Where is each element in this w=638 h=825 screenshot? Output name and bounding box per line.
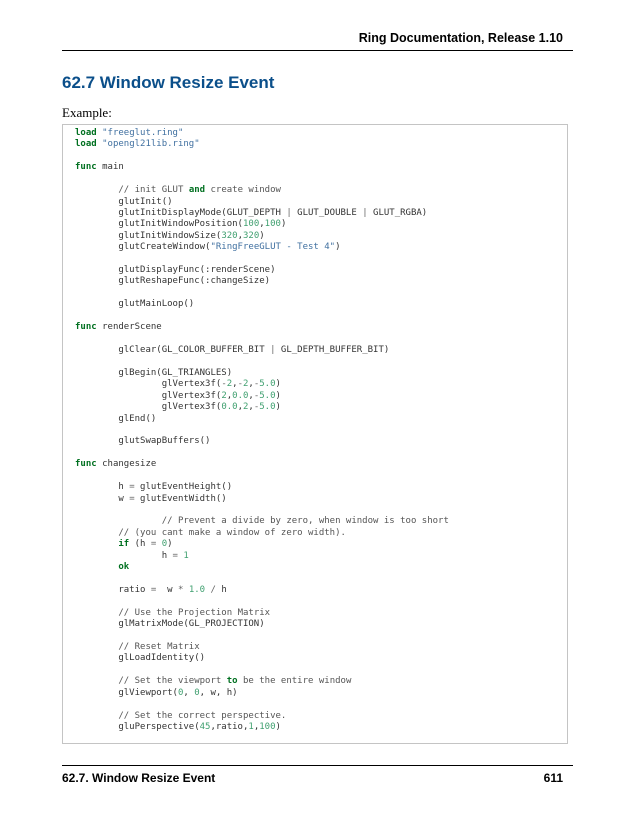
- page-number: 611: [543, 771, 563, 785]
- code-line: [75, 562, 559, 573]
- code-token: -: [221, 379, 227, 390]
- code-line: [75, 288, 559, 299]
- code-token: 0: [161, 539, 168, 550]
- code-token: ,: [183, 687, 195, 698]
- code-token: main: [96, 162, 124, 173]
- code-token: w: [156, 584, 178, 595]
- code-token: 5.0: [259, 379, 276, 390]
- code-token: "RingFreeGLUT - Test 4": [210, 242, 336, 253]
- code-token: [75, 642, 118, 652]
- code-line: [75, 528, 559, 539]
- code-token: =: [172, 550, 178, 561]
- code-token: 0.0: [232, 390, 249, 401]
- code-token: ,: [248, 390, 254, 401]
- code-token: ,: [232, 379, 238, 390]
- code-line: [75, 299, 559, 310]
- code-token: |: [270, 345, 276, 356]
- code-token: =: [129, 482, 135, 493]
- code-line: [75, 505, 559, 516]
- code-token: ,: [237, 402, 243, 413]
- code-token: glutDisplayFunc(:renderScene): [75, 265, 276, 276]
- code-token: ): [335, 242, 341, 253]
- code-line: [75, 391, 559, 402]
- code-token: 2: [243, 379, 249, 390]
- code-line: [75, 174, 559, 185]
- code-line: [75, 197, 559, 208]
- footer-section-title: 62.7. Window Resize Event: [62, 771, 216, 785]
- code-token: glutInit(): [75, 196, 173, 207]
- code-line: [75, 322, 559, 333]
- code-token: 2: [243, 402, 249, 413]
- footer-divider: [62, 765, 573, 766]
- code-token: ,: [226, 390, 233, 401]
- code-token: [75, 539, 118, 549]
- code-token: -: [253, 402, 260, 413]
- code-token: h: [75, 482, 130, 493]
- code-token: 5.0: [259, 390, 276, 401]
- code-token: // Use the Projection Matrix: [118, 607, 271, 618]
- code-token: // init GLUT: [118, 185, 189, 196]
- header-divider: [62, 50, 573, 51]
- code-token: // Set the correct perspective.: [118, 710, 287, 721]
- code-line: [75, 665, 559, 676]
- code-token: glVertex3f(: [75, 379, 222, 390]
- code-token: =: [150, 584, 157, 595]
- code-token: gluPerspective(: [75, 721, 200, 732]
- code-line: [75, 311, 559, 322]
- code-token: ): [280, 219, 287, 230]
- code-token: w: [75, 493, 130, 504]
- code-token: glMatrixMode(GL_PROJECTION): [75, 619, 265, 630]
- code-token: glClear(GL_COLOR_BUFFER_BIT: [75, 345, 271, 356]
- code-token: glVertex3f(: [75, 402, 222, 413]
- code-token: |: [286, 207, 292, 218]
- code-line: [75, 711, 559, 722]
- code-token: // Set the viewport: [118, 676, 227, 687]
- code-line: [75, 345, 559, 356]
- code-lines: [75, 128, 559, 733]
- code-token: "freeglut.ring": [102, 128, 184, 138]
- code-line: [75, 471, 559, 482]
- code-token: (h: [129, 539, 151, 550]
- code-token: -: [253, 379, 260, 390]
- code-line: [75, 254, 559, 265]
- code-token: 100: [259, 721, 276, 732]
- code-token: 5.0: [259, 402, 276, 413]
- code-line: [75, 494, 559, 505]
- code-token: load: [75, 128, 97, 138]
- code-line: [75, 219, 559, 230]
- code-line: [75, 653, 559, 664]
- code-token: glutInitWindowSize(: [75, 230, 222, 241]
- code-token: create window: [205, 185, 281, 196]
- code-token: 45: [199, 721, 211, 732]
- code-token: glutInitWindowPosition(: [75, 219, 243, 230]
- code-token: 100: [264, 219, 281, 230]
- code-line: [75, 699, 559, 710]
- code-token: ,: [237, 230, 243, 241]
- code-token: ): [275, 402, 281, 413]
- code-line: [75, 334, 559, 345]
- code-token: 1: [248, 721, 254, 732]
- code-token: renderScene: [96, 322, 162, 333]
- code-line: [75, 356, 559, 367]
- code-token: func: [75, 162, 97, 173]
- code-token: 320: [243, 230, 260, 241]
- section-title: 62.7 Window Resize Event: [62, 73, 275, 92]
- code-token: and: [188, 185, 206, 196]
- code-token: glVertex3f(: [75, 390, 222, 401]
- code-token: , w, h): [199, 687, 238, 698]
- example-label: Example:: [62, 105, 112, 120]
- code-token: |: [362, 207, 368, 218]
- code-token: glutEventHeight(): [134, 482, 233, 493]
- code-token: to: [226, 676, 238, 687]
- code-token: glutCreateWindow(: [75, 242, 211, 253]
- code-line: [75, 128, 559, 139]
- code-token: [75, 528, 118, 538]
- code-token: 320: [221, 230, 238, 241]
- code-token: 2: [226, 379, 233, 390]
- code-token: 1.0: [188, 584, 206, 595]
- code-token: glutInitDisplayMode(GLUT_DEPTH: [75, 207, 287, 218]
- code-token: glutEventWidth(): [134, 493, 227, 504]
- code-token: glViewport(: [75, 687, 178, 698]
- code-token: func: [75, 459, 97, 470]
- code-token: [75, 711, 118, 721]
- code-line: [75, 402, 559, 413]
- code-token: "opengl21lib.ring": [102, 139, 200, 150]
- code-token: -: [253, 390, 260, 401]
- code-line: [75, 573, 559, 584]
- code-line: [75, 185, 559, 196]
- code-token: glBegin(GL_TRIANGLES): [75, 367, 233, 378]
- code-token: 2: [221, 390, 227, 401]
- code-token: // Reset Matrix: [118, 641, 200, 652]
- code-token: ok: [118, 562, 130, 573]
- code-line: [75, 231, 559, 242]
- code-line: [75, 379, 559, 390]
- code-line: [75, 676, 559, 687]
- code-line: [75, 516, 559, 527]
- code-token: [75, 608, 118, 618]
- code-token: glLoadIdentity(): [75, 653, 206, 664]
- code-line: [75, 368, 559, 379]
- code-line: [75, 436, 559, 447]
- code-token: ,: [248, 402, 254, 413]
- code-line: [75, 139, 559, 150]
- code-line: [75, 265, 559, 276]
- code-token: h: [215, 584, 227, 595]
- code-token: [75, 516, 162, 526]
- code-token: ,ratio,: [210, 721, 249, 732]
- code-token: // (you cant make a window of zero width).: [118, 527, 346, 538]
- code-line: [75, 596, 559, 607]
- code-token: [75, 185, 118, 195]
- code-line: [75, 642, 559, 653]
- code-line: [75, 539, 559, 550]
- code-line: [75, 608, 559, 619]
- code-token: ): [275, 390, 281, 401]
- code-line: [75, 448, 559, 459]
- code-token: ratio: [75, 584, 151, 595]
- code-token: 0: [194, 687, 200, 698]
- code-token: ): [167, 539, 173, 550]
- code-line: [75, 585, 559, 596]
- code-token: [75, 676, 118, 686]
- code-token: ,: [259, 219, 265, 230]
- code-token: // Prevent a divide by zero, when window is too short: [161, 516, 449, 527]
- code-token: =: [150, 539, 157, 550]
- code-token: GL_DEPTH_BUFFER_BIT): [275, 345, 390, 356]
- code-token: func: [75, 322, 97, 333]
- code-block: [62, 124, 568, 744]
- code-line: [75, 242, 559, 253]
- code-token: load: [75, 139, 97, 150]
- code-line: [75, 162, 559, 173]
- code-token: 0.0: [221, 402, 238, 413]
- code-token: glutMainLoop(): [75, 299, 195, 310]
- code-token: ,: [248, 379, 254, 390]
- code-token: ,: [253, 721, 260, 732]
- code-line: [75, 414, 559, 425]
- code-token: be the entire window: [237, 676, 352, 687]
- code-token: -: [237, 379, 243, 390]
- code-token: if: [118, 539, 130, 550]
- code-line: [75, 208, 559, 219]
- code-token: ): [275, 721, 281, 732]
- code-line: [75, 425, 559, 436]
- code-token: glutReshapeFunc(:changeSize): [75, 276, 271, 287]
- code-token: 1: [183, 550, 189, 561]
- document-release-header: Ring Documentation, Release 1.10: [358, 31, 563, 45]
- code-token: h: [75, 550, 173, 561]
- code-line: [75, 151, 559, 162]
- code-line: [75, 722, 559, 733]
- code-token: =: [129, 493, 135, 504]
- code-token: GLUT_RGBA): [367, 207, 428, 218]
- code-token: glEnd(): [75, 413, 157, 424]
- code-line: [75, 482, 559, 493]
- code-token: /: [210, 584, 216, 595]
- code-token: GLUT_DOUBLE: [291, 207, 363, 218]
- code-token: changesize: [96, 459, 157, 470]
- code-token: 100: [242, 219, 260, 230]
- code-line: [75, 688, 559, 699]
- code-line: [75, 551, 559, 562]
- code-line: [75, 631, 559, 642]
- code-token: 0: [177, 687, 184, 698]
- code-token: *: [177, 584, 184, 595]
- code-line: [75, 276, 559, 287]
- code-line: [75, 619, 559, 630]
- code-token: ): [259, 230, 265, 241]
- code-token: [75, 562, 118, 572]
- code-token: glutSwapBuffers(): [75, 436, 211, 447]
- code-token: ): [275, 379, 281, 390]
- code-line: [75, 459, 559, 470]
